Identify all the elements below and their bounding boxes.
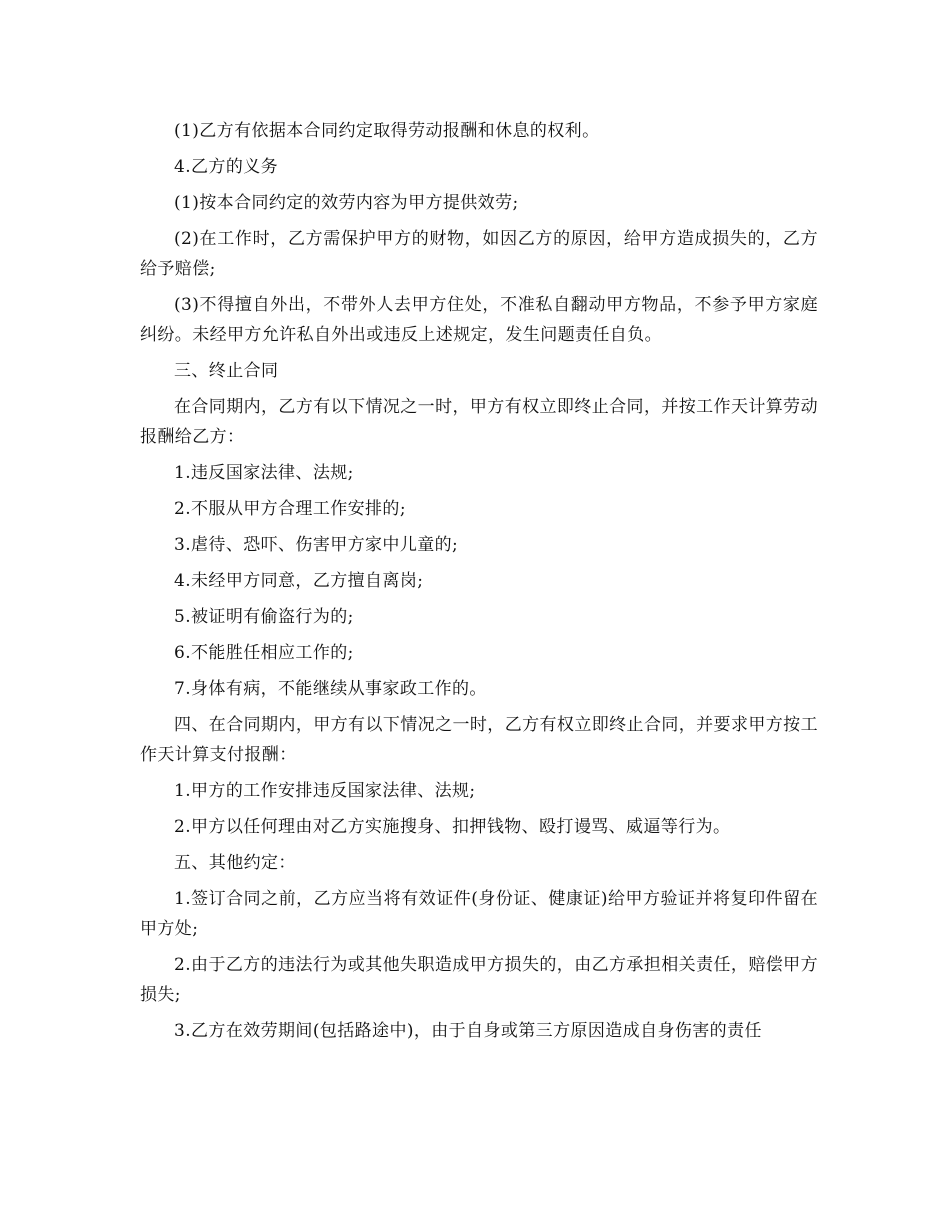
- paragraph-duty-3: (3)不得擅自外出，不带外人去甲方住处，不准私自翻动甲方物品，不参予甲方家庭纠纷。未经甲方允许私自外出或违反上述规定，发生问题责任自负。: [140, 295, 818, 345]
- list-item-termination-3: 3.虐待、恐吓、伤害甲方家中儿童的;: [174, 535, 459, 555]
- paragraph-termination-intro: 在合同期内，乙方有以下情况之一时，甲方有权立即终止合同，并按工作天计算劳动报酬给乙方：: [140, 397, 818, 447]
- list-item-termination-4: 4.未经甲方同意，乙方擅自离岗;: [174, 571, 424, 591]
- paragraph-duty-2: (2)在工作时，乙方需保护甲方的财物，如因乙方的原因，给甲方造成损失的，乙方给予赔偿;: [140, 229, 818, 279]
- heading-termination: 三、终止合同: [174, 361, 279, 381]
- list-item-termination-1: 1.违反国家法律、法规;: [174, 463, 354, 483]
- heading-party-a-termination: 四、在合同期内，甲方有以下情况之一时，乙方有权立即终止合同，并要求甲方按工作天计算支付报酬：: [140, 715, 818, 765]
- paragraph-duty-1: (1)按本合同约定的效劳内容为甲方提供效劳;: [174, 193, 519, 213]
- list-item-termination-6: 6.不能胜任相应工作的;: [174, 643, 354, 663]
- document-body: [140, 116, 818, 1052]
- heading-other-terms: 五、其他约定：: [174, 853, 296, 873]
- list-item-termination-5: 5.被证明有偷盗行为的;: [174, 607, 354, 627]
- list-item-party-a-2: 2.甲方以任何理由对乙方实施搜身、扣押钱物、殴打谩骂、威逼等行为。: [174, 817, 731, 837]
- list-item-termination-2: 2.不服从甲方合理工作安排的;: [174, 499, 406, 519]
- paragraph-rest-right: (1)乙方有依据本合同约定取得劳动报酬和休息的权利。: [174, 121, 600, 141]
- list-item-termination-7: 7.身体有病，不能继续从事家政工作的。: [174, 679, 487, 699]
- list-item-other-2: 2.由于乙方的违法行为或其他失职造成甲方损失的，由乙方承担相关责任，赔偿甲方损失;: [140, 955, 818, 1005]
- heading-party-b-duties: 4.乙方的义务: [174, 157, 279, 177]
- list-item-other-1: 1.签订合同之前，乙方应当将有效证件(身份证、健康证)给甲方验证并将复印件留在甲方处;: [140, 889, 818, 939]
- list-item-other-3: 3.乙方在效劳期间(包括路途中)，由于自身或第三方原因造成自身伤害的责任: [174, 1021, 762, 1041]
- list-item-party-a-1: 1.甲方的工作安排违反国家法律、法规;: [174, 781, 476, 801]
